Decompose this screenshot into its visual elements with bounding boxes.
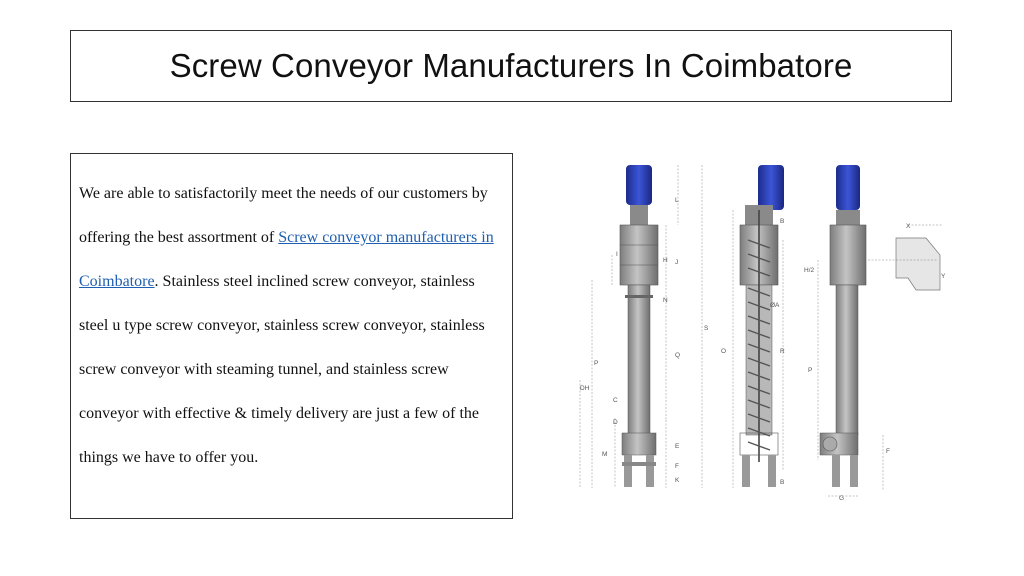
description-paragraph bbox=[79, 172, 504, 480]
dim-label: P bbox=[594, 360, 599, 367]
dim-label: K bbox=[675, 477, 680, 484]
dim-label: H/2 bbox=[804, 267, 815, 274]
motor-icon bbox=[758, 165, 784, 210]
dim-label: DH bbox=[580, 385, 590, 392]
dim-label: F bbox=[675, 463, 679, 470]
dim-label: O bbox=[721, 348, 727, 355]
dim-label: X bbox=[906, 223, 911, 230]
conveyor-side-view bbox=[820, 165, 940, 487]
dim-label: N bbox=[663, 297, 668, 304]
dim-label: F bbox=[886, 448, 890, 455]
dim-label: I bbox=[616, 251, 618, 258]
dim-label: S bbox=[704, 325, 709, 332]
screw-conveyor-diagram bbox=[568, 150, 960, 510]
dim-label: J bbox=[675, 259, 679, 266]
title-box bbox=[70, 30, 952, 102]
conveyor-front-view bbox=[620, 165, 658, 487]
conveyor-section-view bbox=[740, 165, 784, 487]
motor-icon bbox=[626, 165, 652, 205]
dim-label: Q bbox=[675, 352, 681, 359]
dim-label: E bbox=[675, 443, 680, 450]
dim-label: B bbox=[780, 479, 785, 486]
dim-label: P bbox=[808, 367, 813, 374]
conveyor-drawing bbox=[568, 150, 960, 510]
dim-label: Y bbox=[941, 273, 946, 280]
page-title: Screw Conveyor Manufacturers In Coimbatore bbox=[169, 47, 853, 84]
dim-label: B bbox=[780, 218, 785, 225]
description-box bbox=[70, 153, 513, 519]
motor-icon bbox=[836, 165, 860, 210]
dim-label: R bbox=[780, 348, 785, 355]
dim-label: H bbox=[663, 257, 668, 264]
description-text-start: We are able to satisfactorily meet the needs of our customers by offering the best assortment of bbox=[79, 185, 488, 246]
dim-label: C bbox=[613, 397, 618, 404]
dim-label: ØA bbox=[770, 302, 780, 309]
dim-label: L bbox=[675, 197, 679, 204]
dim-label: M bbox=[602, 451, 608, 458]
dim-label: G bbox=[839, 495, 845, 502]
description-text-end: . Stainless steel inclined screw conveyor, stainless steel u type screw conveyor, stainless screw conveyor, stainless screw conveyor with steaming tunnel, and stainless screw conveyor with effective & timely delivery are just a few of the things we have to offer you. bbox=[79, 273, 485, 466]
dim-label: D bbox=[613, 419, 618, 426]
screw-conveyor-link[interactable]: Screw conveyor manufacturers in Coimbatore bbox=[79, 229, 494, 290]
